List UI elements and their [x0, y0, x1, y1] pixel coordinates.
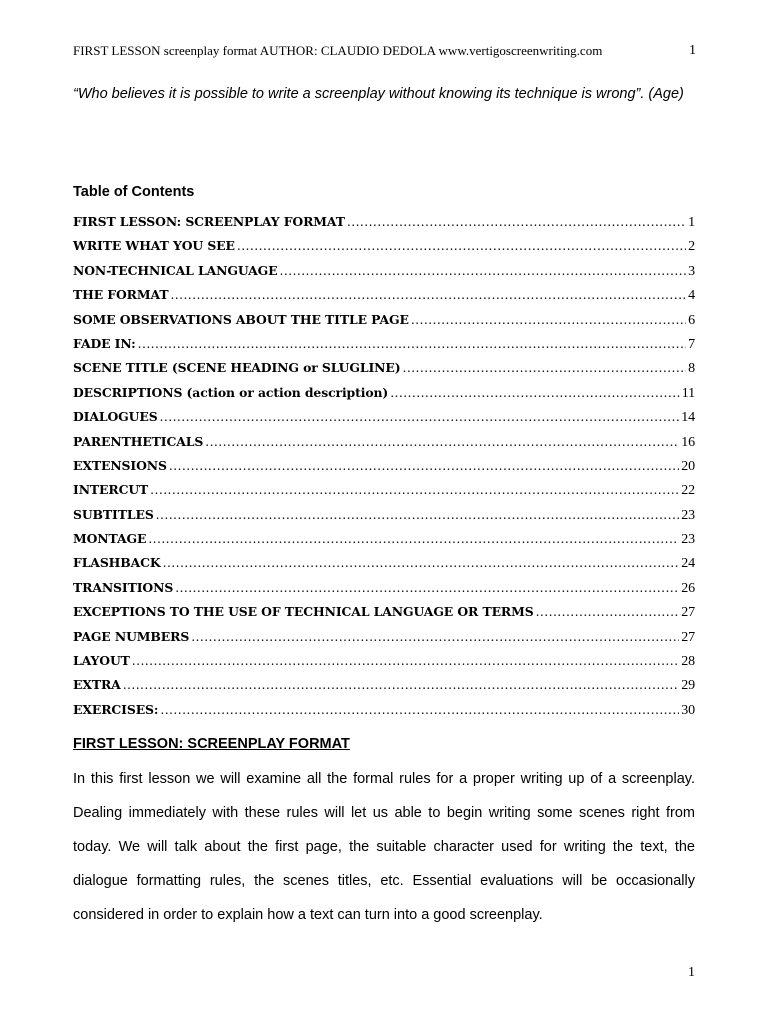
toc-dot-leader	[191, 625, 679, 649]
toc-entry-title: DIALOGUES	[73, 409, 158, 425]
toc-entry-title: SUBTITLES	[73, 506, 154, 522]
toc-entry-page: 30	[681, 702, 695, 718]
toc-dot-leader	[123, 673, 679, 697]
toc-entry-title: TRANSITIONS	[73, 579, 174, 595]
toc-entry-page: 4	[688, 288, 695, 304]
toc-entry-page: 6	[688, 312, 695, 328]
toc-entry[interactable]	[73, 405, 695, 429]
table-of-contents	[73, 210, 695, 722]
toc-entry-title: FADE IN:	[73, 335, 136, 351]
toc-entry[interactable]	[73, 234, 695, 258]
toc-entry-page: 7	[688, 336, 695, 352]
toc-dot-leader	[205, 430, 679, 454]
header-page-number: 1	[689, 43, 696, 58]
toc-entry-title: EXERCISES:	[73, 701, 159, 717]
toc-entry-title: MONTAGE	[73, 531, 147, 547]
toc-entry-title: EXTENSIONS	[73, 457, 167, 473]
toc-dot-leader	[390, 381, 680, 405]
toc-entry-title: LAYOUT	[73, 653, 130, 669]
toc-entry-title: EXTRA	[73, 677, 121, 693]
toc-dot-leader	[169, 454, 679, 478]
toc-entry[interactable]	[73, 698, 695, 722]
toc-entry-title: NON-TECHNICAL LANGUAGE	[73, 262, 278, 278]
toc-entry-page: 26	[681, 580, 695, 596]
toc-dot-leader	[175, 576, 679, 600]
toc-entry-page: 29	[681, 678, 695, 694]
toc-dot-leader	[403, 356, 687, 380]
toc-dot-leader	[148, 527, 679, 551]
toc-entry-page: 27	[681, 629, 695, 645]
toc-entry-page: 20	[681, 458, 695, 474]
toc-entry-title: DESCRIPTIONS (action or action description)	[73, 384, 389, 400]
toc-entry-title: SOME OBSERVATIONS ABOUT THE TITLE PAGE	[73, 311, 409, 327]
toc-entry-title: EXCEPTIONS TO THE USE OF TECHNICAL LANGUAGE OR TERMS	[73, 604, 534, 620]
toc-entry-title: FIRST LESSON: SCREENPLAY FORMAT	[73, 214, 345, 229]
toc-dot-leader	[347, 210, 686, 234]
toc-entry[interactable]	[73, 259, 695, 283]
toc-entry-title: PAGE NUMBERS	[73, 628, 190, 644]
toc-dot-leader	[150, 478, 679, 502]
toc-entry-page: 8	[688, 361, 695, 377]
toc-entry[interactable]	[73, 478, 695, 502]
toc-entry-page: 27	[681, 605, 695, 621]
toc-entry[interactable]	[73, 576, 695, 600]
toc-dot-leader	[411, 308, 686, 332]
toc-heading: Table of Contents	[73, 184, 195, 200]
toc-dot-leader	[160, 698, 679, 722]
toc-dot-leader	[170, 283, 686, 307]
toc-entry[interactable]	[73, 649, 695, 673]
toc-entry[interactable]	[73, 430, 695, 454]
toc-dot-leader	[536, 600, 680, 624]
toc-entry-page: 3	[688, 263, 695, 279]
toc-entry[interactable]	[73, 308, 695, 332]
toc-entry-title: WRITE WHAT YOU SEE	[73, 238, 235, 254]
toc-entry-page: 14	[681, 410, 695, 426]
section-heading: FIRST LESSON: SCREENPLAY FORMAT	[73, 736, 350, 752]
toc-entry-title: PARENTHETICALS	[73, 433, 204, 449]
toc-entry-title: FLASHBACK	[73, 555, 161, 571]
toc-dot-leader	[132, 649, 679, 673]
toc-entry-page: 11	[681, 385, 695, 401]
toc-entry[interactable]	[73, 625, 695, 649]
footer-page-number: 1	[688, 965, 695, 980]
toc-entry[interactable]	[73, 551, 695, 575]
body-paragraph: In this first lesson we will examine all the formal rules for a proper writing up of a screenplay. Dealing immediately with these rules will let us able to begin writing some scenes right from today. We will talk about the first page, the suitable character used for writing the text, the dialogue formatting rules, the scenes titles, etc. Essential evaluations will be occasionally considered in order to explain how a text can turn into a good screenplay.	[73, 771, 695, 923]
page-header	[73, 42, 696, 60]
toc-dot-leader	[156, 503, 680, 527]
toc-entry-page: 24	[681, 556, 695, 572]
toc-dot-leader	[280, 259, 687, 283]
toc-entry[interactable]	[73, 210, 695, 234]
toc-entry-page: 16	[681, 434, 695, 450]
toc-dot-leader	[160, 405, 680, 429]
toc-entry[interactable]	[73, 503, 695, 527]
header-text: FIRST LESSON screenplay format AUTHOR: CLAUDIO DEDOLA www.vertigoscreenwriting.com	[73, 43, 603, 58]
toc-entry-page: 23	[681, 532, 695, 548]
toc-entry[interactable]	[73, 527, 695, 551]
toc-entry-page: 23	[681, 507, 695, 523]
toc-entry[interactable]	[73, 600, 695, 624]
toc-dot-leader	[237, 234, 686, 258]
toc-entry-page: 1	[688, 215, 695, 230]
epigraph-quote: “Who believes it is possible to write a screenplay without knowing its technique is wrong”. (Age)	[73, 86, 684, 102]
toc-entry[interactable]	[73, 454, 695, 478]
toc-entry[interactable]	[73, 381, 695, 405]
toc-entry-title: SCENE TITLE (SCENE HEADING or SLUGLINE)	[73, 360, 401, 376]
toc-entry-page: 2	[688, 239, 695, 255]
toc-entry-page: 28	[681, 654, 695, 670]
toc-entry-title: INTERCUT	[73, 482, 149, 498]
toc-entry[interactable]	[73, 356, 695, 380]
toc-entry-page: 22	[681, 483, 695, 499]
toc-entry[interactable]	[73, 673, 695, 697]
toc-dot-leader	[138, 332, 686, 356]
toc-entry[interactable]	[73, 283, 695, 307]
toc-dot-leader	[163, 551, 680, 575]
toc-entry[interactable]	[73, 332, 695, 356]
toc-entry-title: THE FORMAT	[73, 287, 169, 303]
